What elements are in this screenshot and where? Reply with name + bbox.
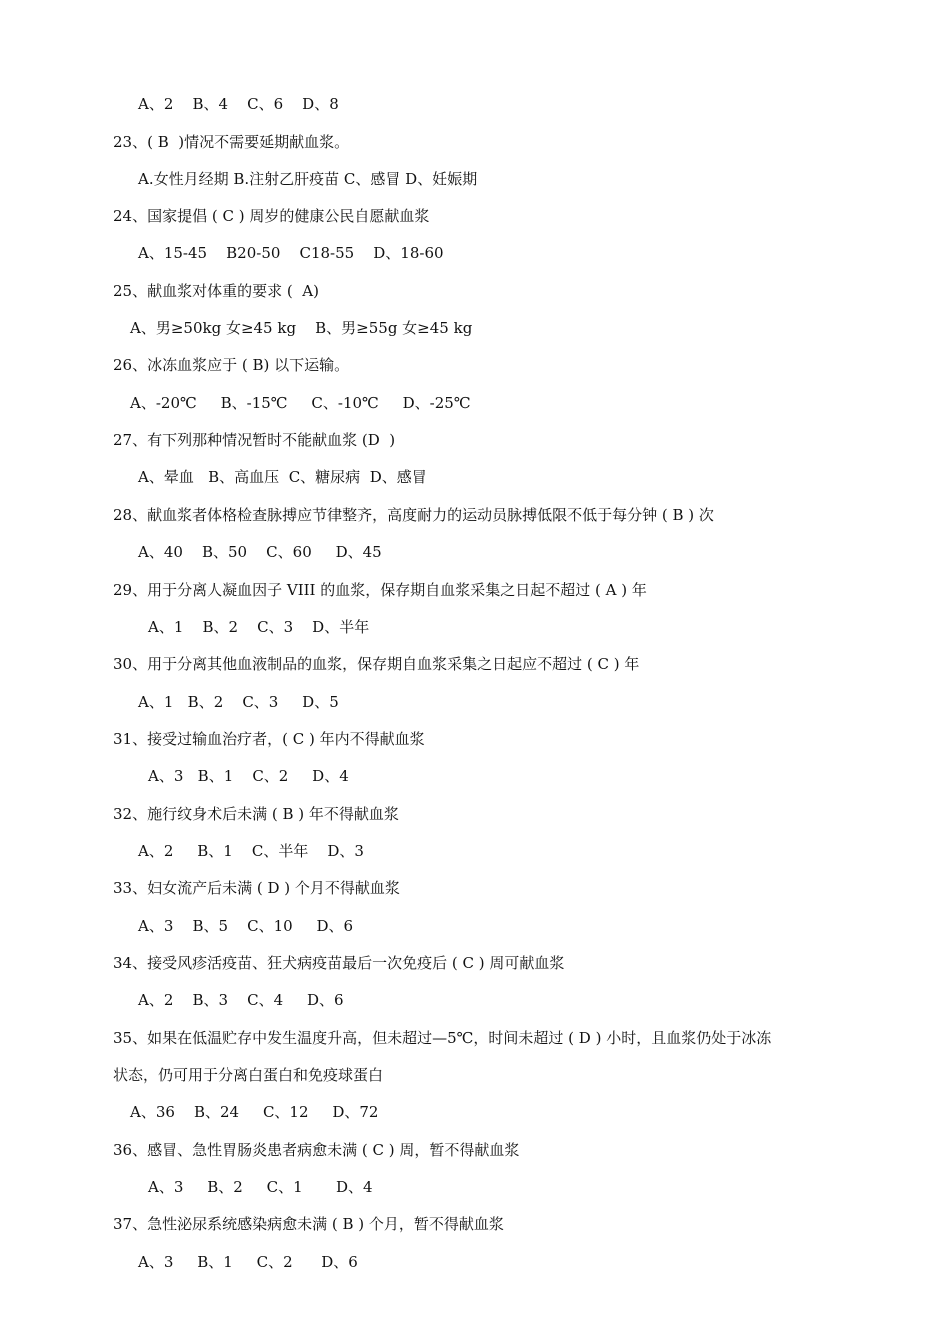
question-35-options: A、36 B、24 C、12 D、72 <box>130 1103 379 1121</box>
question-23: 23、( B )情况不需要延期献血浆。 <box>113 133 350 151</box>
question-36: 36、感冒、急性胃肠炎患者病愈未满 ( C ) 周，暂不得献血浆 <box>113 1141 520 1159</box>
question-24: 24、国家提倡 ( C ) 周岁的健康公民自愿献血浆 <box>113 207 430 225</box>
question-33: 33、妇女流产后未满 ( D ) 个月不得献血浆 <box>113 879 400 897</box>
question-35: 35、如果在低温贮存中发生温度升高，但未超过—5℃，时间未超过 ( D ) 小时，且血浆仍处于冰冻 <box>113 1029 772 1047</box>
question-36-options: A、3 B、2 C、1 D、4 <box>148 1178 373 1196</box>
question-33-options: A、3 B、5 C、10 D、6 <box>138 917 354 935</box>
question-30-options: A、1 B、2 C、3 D、5 <box>138 693 339 711</box>
question-32-options: A、2 B、1 C、半年 D、3 <box>138 842 364 860</box>
question-32: 32、施行纹身术后未满 ( B ) 年不得献血浆 <box>113 805 399 823</box>
question-25: 25、献血浆对体重的要求 ( A) <box>113 282 319 300</box>
question-31: 31、接受过输血治疗者，( C ) 年内不得献血浆 <box>113 730 425 748</box>
question-28: 28、献血浆者体格检查脉搏应节律整齐，高度耐力的运动员脉搏低限不低于每分钟 ( B ) 次 <box>113 506 714 524</box>
question-34: 34、接受风疹活疫苗、狂犬病疫苗最后一次免疫后 ( C ) 周可献血浆 <box>113 954 565 972</box>
question-26: 26、冰冻血浆应于 ( B) 以下运输。 <box>113 356 350 374</box>
question-34-options: A、2 B、3 C、4 D、6 <box>138 991 344 1009</box>
question-35-continued: 状态，仍可用于分离白蛋白和免疫球蛋白 <box>113 1066 384 1084</box>
question-37: 37、急性泌尿系统感染病愈未满 ( B ) 个月，暂不得献血浆 <box>113 1215 504 1233</box>
question-29-options: A、1 B、2 C、3 D、半年 <box>148 618 370 636</box>
question-30: 30、用于分离其他血液制品的血浆，保存期自血浆采集之日起应不超过 ( C ) 年 <box>113 655 640 673</box>
question-27-options: A、晕血 B、高血压 C、糖尿病 D、感冒 <box>138 468 427 486</box>
question-27: 27、有下列那种情况暂时不能献血浆 (D ) <box>113 431 396 449</box>
question-37-options: A、3 B、1 C、2 D、6 <box>138 1253 358 1271</box>
question-29: 29、用于分离人凝血因子 VIII 的血浆，保存期自血浆采集之日起不超过 ( A ) 年 <box>113 581 647 599</box>
question-31-options: A、3 B、1 C、2 D、4 <box>148 767 349 785</box>
question-26-options: A、-20℃ B、-15℃ C、-10℃ D、-25℃ <box>130 394 471 412</box>
question-22-options: A、2 B、4 C、6 D、8 <box>138 95 339 113</box>
question-28-options: A、40 B、50 C、60 D、45 <box>138 543 382 561</box>
question-23-options: A.女性月经期 B.注射乙肝疫苗 C、感冒 D、妊娠期 <box>138 170 478 188</box>
question-25-options: A、男≥50kg 女≥45 kg B、男≥55g 女≥45 kg <box>130 319 473 337</box>
question-24-options: A、15-45 B20-50 C18-55 D、18-60 <box>138 244 444 262</box>
